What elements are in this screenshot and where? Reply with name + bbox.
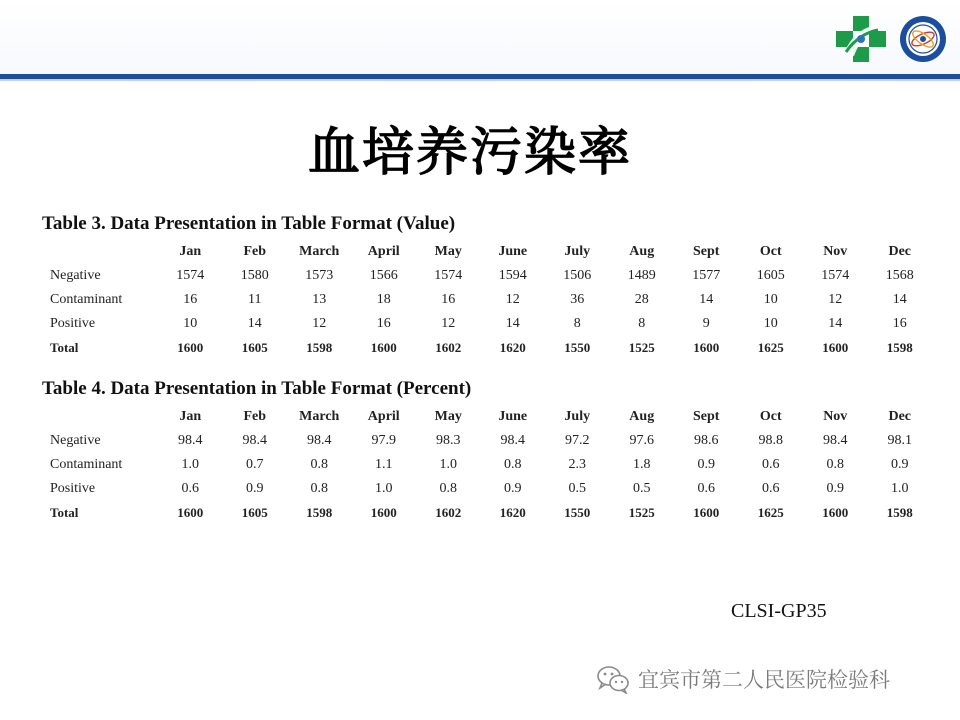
table-cell: 14 <box>828 316 843 331</box>
row-label: Total <box>50 505 79 520</box>
slide-header <box>0 0 960 82</box>
watermark-text: 宜宾市第二人民医院检验科 <box>638 668 890 692</box>
table-cell: 98.1 <box>887 433 912 448</box>
table4-caption: Table 4. Data Presentation in Table Format (Percent) <box>42 378 472 399</box>
table-row-positive <box>44 312 932 336</box>
table-cell: 1605 <box>241 340 268 355</box>
table-cell: 12 <box>828 292 843 307</box>
table4-percent <box>44 405 932 525</box>
table-cell: 0.9 <box>826 481 844 496</box>
table-cell: 97.2 <box>565 433 590 448</box>
row-label: Contaminant <box>50 292 123 307</box>
table-cell: 98.6 <box>694 433 719 448</box>
table-cell: 0.8 <box>310 481 328 496</box>
slide-title: 血培养污染率 <box>307 123 632 183</box>
table-cell: 1.0 <box>891 481 909 496</box>
table-cell: 98.4 <box>242 433 267 448</box>
table-cell: 1525 <box>628 505 655 520</box>
table-cell: 0.6 <box>762 457 780 472</box>
table-cell: 10 <box>763 292 778 307</box>
row-label: Positive <box>50 316 96 331</box>
table-cell: 0.6 <box>181 481 199 496</box>
row-label: Total <box>50 340 79 355</box>
table-corner-cell <box>44 240 158 264</box>
column-header: March <box>299 409 340 424</box>
table-cell: 16 <box>183 292 198 307</box>
table-cell: 1574 <box>434 268 463 283</box>
table-cell: 98.4 <box>500 433 525 448</box>
table-cell: 1598 <box>886 340 913 355</box>
header-divider-shadow <box>0 79 960 81</box>
table-cell: 1600 <box>693 340 720 355</box>
table-cell: 0.5 <box>568 481 586 496</box>
table-cell: 0.6 <box>762 481 780 496</box>
table-cell: 1600 <box>370 505 397 520</box>
table-cell: 1580 <box>240 268 269 283</box>
table-cell: 10 <box>183 316 198 331</box>
table3-caption: Table 3. Data Presentation in Table Format (Value) <box>42 213 456 234</box>
hospital-cross-logo-icon <box>836 16 886 62</box>
table-cell: 14 <box>505 316 520 331</box>
row-label: Positive <box>50 481 96 496</box>
table-cell: 13 <box>312 292 327 307</box>
table-cell: 1600 <box>822 340 849 355</box>
table-cell: 1506 <box>563 268 592 283</box>
table-row-negative <box>44 264 932 288</box>
table-cell: 0.8 <box>439 481 457 496</box>
row-label: Contaminant <box>50 457 123 472</box>
column-header: Nov <box>823 244 848 259</box>
column-header: July <box>564 244 591 259</box>
table-cell: 18 <box>376 292 391 307</box>
table-cell: 1625 <box>757 505 784 520</box>
table-cell: 1566 <box>369 268 398 283</box>
table-row-contaminant <box>44 288 932 312</box>
table-cell: 8 <box>573 316 581 331</box>
table-cell: 14 <box>892 292 907 307</box>
column-header: June <box>498 244 528 259</box>
table-cell: 16 <box>376 316 391 331</box>
table-cell: 0.6 <box>697 481 715 496</box>
table-row-total <box>44 336 932 360</box>
table-cell: 12 <box>441 316 456 331</box>
table-cell: 0.8 <box>310 457 328 472</box>
table-cell: 0.9 <box>504 481 522 496</box>
column-header: July <box>564 409 591 424</box>
table-cell: 2.3 <box>568 457 586 472</box>
table-row-contaminant <box>44 453 932 477</box>
table-cell: 1.1 <box>375 457 393 472</box>
table-cell: 1574 <box>821 268 850 283</box>
table-cell: 1.0 <box>375 481 393 496</box>
table-cell: 28 <box>634 292 649 307</box>
table-cell: 11 <box>248 292 262 307</box>
table-cell: 0.8 <box>826 457 844 472</box>
table-cell: 1568 <box>885 268 914 283</box>
column-header: Sept <box>693 409 720 424</box>
table-cell: 16 <box>892 316 907 331</box>
table-cell: 1550 <box>564 505 591 520</box>
table-cell: 1600 <box>177 505 204 520</box>
table-cell: 36 <box>570 292 585 307</box>
table-cell: 1550 <box>564 340 591 355</box>
table-cell: 1574 <box>176 268 205 283</box>
table-cell: 98.3 <box>436 433 461 448</box>
table-cell: 1602 <box>435 505 462 520</box>
table-cell: 8 <box>638 316 646 331</box>
table-cell: 0.9 <box>891 457 909 472</box>
column-header: March <box>299 244 340 259</box>
table-cell: 1620 <box>499 505 526 520</box>
column-header: Jan <box>179 244 202 259</box>
table-cell: 1602 <box>435 340 462 355</box>
table-row-positive <box>44 477 932 501</box>
table-header-row <box>44 405 932 429</box>
table-cell: 1605 <box>241 505 268 520</box>
table-cell: 97.9 <box>371 433 396 448</box>
column-header: Oct <box>759 409 782 424</box>
table-cell: 1625 <box>757 340 784 355</box>
table-cell: 1600 <box>370 340 397 355</box>
table-cell: 1.0 <box>439 457 457 472</box>
table-row-negative <box>44 429 932 453</box>
table-cell: 97.6 <box>629 433 654 448</box>
column-header: April <box>367 409 400 424</box>
column-header: Feb <box>243 244 267 259</box>
table-cell: 10 <box>763 316 778 331</box>
table-cell: 1600 <box>693 505 720 520</box>
table-cell: 1577 <box>692 268 721 283</box>
column-header: June <box>498 409 528 424</box>
column-header: Sept <box>693 244 720 259</box>
table-cell: 1573 <box>305 268 334 283</box>
table-header-row <box>44 240 932 264</box>
table-cell: 1598 <box>886 505 913 520</box>
table-cell: 14 <box>699 292 714 307</box>
wechat-icon <box>596 664 630 694</box>
table-corner-cell <box>44 405 158 429</box>
column-header: Dec <box>888 409 912 424</box>
table-cell: 1620 <box>499 340 526 355</box>
column-header: May <box>434 409 462 424</box>
table-cell: 1600 <box>822 505 849 520</box>
table-cell: 98.8 <box>758 433 783 448</box>
watermark <box>596 662 890 696</box>
table-cell: 98.4 <box>307 433 332 448</box>
table-cell: 1598 <box>306 340 333 355</box>
table-cell: 98.4 <box>178 433 203 448</box>
column-header: Jan <box>179 409 202 424</box>
table-cell: 1525 <box>628 340 655 355</box>
row-label: Negative <box>50 268 101 283</box>
row-label: Negative <box>50 433 101 448</box>
table-cell: 0.9 <box>246 481 264 496</box>
table-cell: 1.8 <box>633 457 651 472</box>
column-header: Aug <box>629 244 655 259</box>
column-header: Oct <box>759 244 782 259</box>
table-cell: 0.8 <box>504 457 522 472</box>
table-row-total <box>44 501 932 525</box>
column-header: Nov <box>823 409 848 424</box>
table-cell: 1605 <box>756 268 785 283</box>
table-cell: 1598 <box>306 505 333 520</box>
table-cell: 0.5 <box>633 481 651 496</box>
table-cell: 0.9 <box>697 457 715 472</box>
column-header: Feb <box>243 409 267 424</box>
source-citation: CLSI-GP35 <box>731 600 827 622</box>
column-header: Dec <box>888 244 912 259</box>
table3-value <box>44 240 932 360</box>
table-cell: 1594 <box>498 268 527 283</box>
table-cell: 1489 <box>627 268 656 283</box>
column-header: Aug <box>629 409 655 424</box>
university-seal-icon <box>899 15 947 63</box>
table-cell: 12 <box>505 292 520 307</box>
table-cell: 1.0 <box>181 457 199 472</box>
table-cell: 0.7 <box>246 457 264 472</box>
table-cell: 98.4 <box>823 433 848 448</box>
table-cell: 1600 <box>177 340 204 355</box>
table-cell: 9 <box>702 316 710 331</box>
column-header: May <box>434 244 462 259</box>
table-cell: 12 <box>312 316 327 331</box>
table-cell: 14 <box>247 316 262 331</box>
table-cell: 16 <box>441 292 456 307</box>
column-header: April <box>367 244 400 259</box>
